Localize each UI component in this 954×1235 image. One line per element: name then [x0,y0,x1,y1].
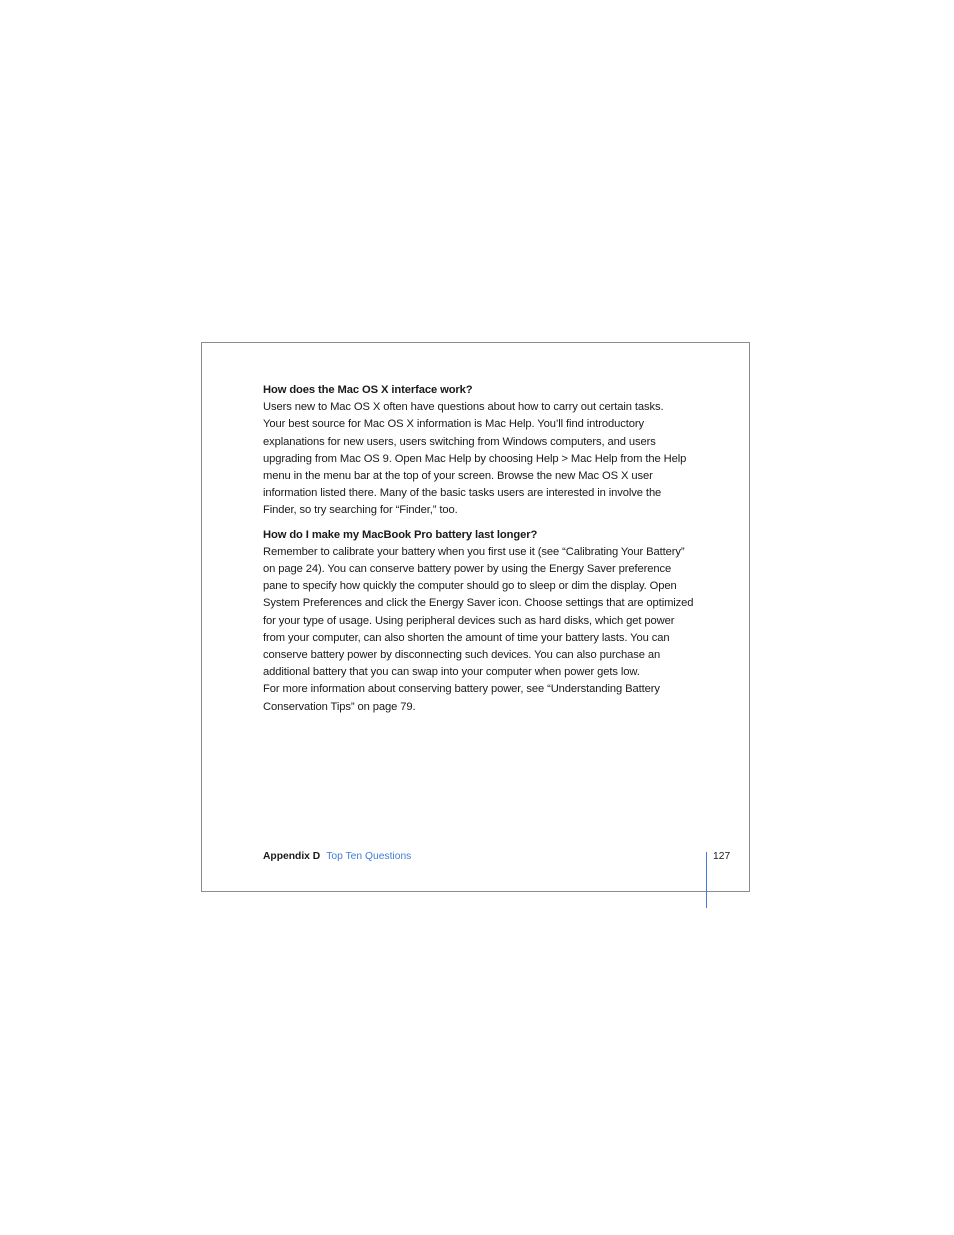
answer-paragraph [263,399,711,519]
footer-chapter-link[interactable]: Top Ten Questions [326,851,412,862]
footer-appendix-label: Appendix D [263,851,321,862]
answer-paragraph [263,544,711,716]
text-line: Finder, so try searching for “Finder,” too. [263,504,458,517]
text-line: Your best source for Mac OS X information is Mac Help. You’ll find introductory [263,418,644,431]
question-title: How do I make my MacBook Pro battery last longer? [263,528,538,541]
text-line: on page 24). You can conserve battery power by using the Energy Saver preference [263,563,672,576]
question-title: How does the Mac OS X interface work? [263,384,473,396]
text-line: information listed there. Many of the basic tasks users are interested in involve the [263,487,662,500]
section-spacer [263,520,711,527]
running-footer [263,850,411,864]
text-line: pane to specify how quickly the computer should go to sleep or dim the display. Open [263,580,677,593]
text-line: Conservation Tips” on page 79. [263,700,416,713]
text-line: additional battery that you can swap into your computer when power gets low. [263,666,640,679]
page-content [263,382,711,716]
text-line: menu in the menu bar at the top of your screen. Browse the new Mac OS X user [263,470,653,483]
text-line: explanations for new users, users switching from Windows computers, and users [263,435,656,448]
text-line: Remember to calibrate your battery when you first use it (see “Calibrating Your Battery” [263,545,685,558]
text-line: for your type of usage. Using peripheral devices such as hard disks, which get power [263,614,675,627]
footer-divider [706,852,707,908]
text-line: For more information about conserving battery power, see “Understanding Battery [263,683,660,696]
text-line: from your computer, can also shorten the amount of time your battery lasts. You can [263,631,670,644]
text-line: System Preferences and click the Energy Saver icon. Choose settings that are optimized [263,597,694,610]
text-line: conserve battery power by disconnecting such devices. You can also purchase an [263,649,661,662]
text-line: upgrading from Mac OS 9. Open Mac Help by choosing Help > Mac Help from the Help [263,452,687,465]
section-battery [263,527,711,716]
text-line: Users new to Mac OS X often have questions about how to carry out certain tasks. [263,401,664,414]
page-number: 127 [713,851,731,862]
section-interface [263,382,711,520]
